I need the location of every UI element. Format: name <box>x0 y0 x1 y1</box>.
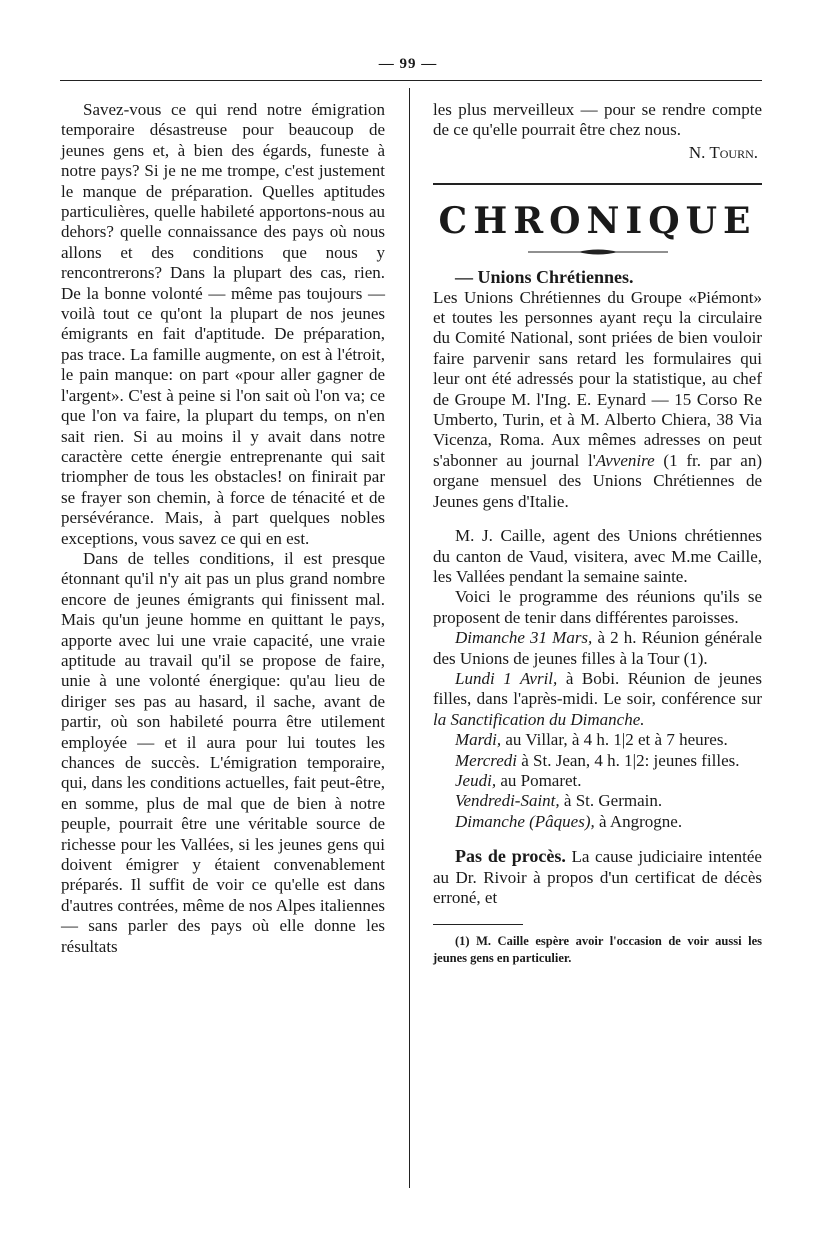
schedule-item: Lundi 1 Avril, à Bobi. Réunion de jeunes filles, dans l'après-midi. Le soir, conférence sur la Sanctification du Dimanche. <box>433 668 762 729</box>
column-divider <box>409 88 410 1188</box>
footnote-rule <box>433 924 523 925</box>
section-heading: Pas de procès. <box>455 846 566 867</box>
schedule-item: Mardi, au Villar, à 4 h. 1|2 et à 7 heures. <box>455 730 728 750</box>
schedule-item: Dimanche 31 Mars, à 2 h. Réunion générale des Unions de jeunes filles à la Tour (1). <box>433 628 763 668</box>
paragraph: Dans de telles conditions, il est presque étonnant qu'il n'y ait pas un plus grand nombre encore de jeunes émigrants qui finissent mal. Mais qu'un jeune homme en quittant le pays, apporte avec lui une vraie capacité, une vraie aptitude au travail qu'il se propose de faire, unie à une volonté énergique: qu'au lieu de diriger ses pas au hasard, il sache, avant de partir, où son habileté pourra être utilement employée — et il aura pour lui toutes les chances de succès. L'émigration temporaire, qui, dans les conditions actuelles, fait peut-être, en somme, plus de mal que de bien à notre peuple, pourrait être une véritable source de richesse pour les Vallées, si les jeunes gens qui doivent émigrer y étaient convenablement préparés. Il suffit de voir ce qu'elle est dans d'autres contrées, même de nos Alpes italiennes — sans parler des pays où elle donne les résultats <box>61 548 385 956</box>
left-column <box>61 100 385 957</box>
paragraph: Voici le programme des réunions qu'ils se proposent de tenir dans différentes paroisses. <box>433 587 762 627</box>
section-rule <box>433 183 762 185</box>
schedule-item: Mercredi à St. Jean, 4 h. 1|2: jeunes filles. <box>455 750 740 770</box>
page-number: — 99 — <box>378 56 438 72</box>
journal-title: Avvenire <box>595 450 655 470</box>
schedule-item: Vendredi-Saint, à St. Germain. <box>455 791 663 811</box>
ornament-divider <box>523 247 673 257</box>
right-column <box>433 100 762 967</box>
signature: N. Tourn. <box>688 142 758 162</box>
paragraph: Les Unions Chrétiennes du Groupe «Piémont» et toutes les personnes ayant reçu la circulaire du Comité National, sont priées de bien vouloir faire parvenir sans retard les formulaires qui leur ont été adressés pour la statistique, au chef de Groupe M. l'Ing. E. Eynard — 15 Corso Re Umberto, Turin, et à M. Alberto Chiera, 38 Via Vicenza, Roma. Aux mêmes adresses on peut s'abonner au journal l'Avvenire (1 fr. par an) organe mensuel des Unions Chrétiennes de Jeunes gens d'Italie. <box>433 287 762 511</box>
schedule-item: Jeudi, au Pomaret. <box>455 770 582 790</box>
footnote: (1) M. Caille espère avoir l'occasion de voir aussi les jeunes gens en particulier. <box>433 934 762 966</box>
paragraph: Savez-vous ce qui rend notre émigration temporaire désastreuse pour beaucoup de jeunes gens et, à bien des égards, funeste à notre pays? Si je ne me trompe, c'est justement le manque de préparation. Quelles aptitudes particulières, quelle habileté apportons-nous au dehors? quelle connaissance des pays où nous allons et des conditions que nous y rencontrerons? Dans la plupart des cas, rien. De la bonne volonté — même pas toujours — voilà tout ce qu'ont la plupart de nos jeunes émigrants en fait d'aptitude. De préparation, pas trace. La famille augmente, on est à l'étroit, le pain manque: on part «pour aller gagner de l'argent». C'est à peine si l'on sait où l'on va; ce que l'on va faire, la plupart du temps, on n'en sait rien. Si au moins il y avait dans notre caractère cette énergie entreprenante qui sait triompher de tous les obstacles! on finirait par se frayer son chemin, à force de ténacité et de persévérance. Mais, à part quelques nobles exceptions, vous savez ce qui en est. <box>61 100 385 548</box>
header-rule <box>60 80 762 81</box>
chronique-title: CHRONIQUE <box>438 200 757 243</box>
schedule-item: Dimanche (Pâques), à Angrogne. <box>455 811 683 831</box>
section-heading: — Unions Chrétiennes. <box>455 267 634 288</box>
paragraph: Pas de procès. La cause judiciaire intentée au Dr. Rivoir à propos d'un certificat de décès erroné, et <box>433 846 762 907</box>
paragraph: les plus merveilleux — pour se rendre compte de ce qu'elle pourrait être chez nous. <box>433 100 762 140</box>
paragraph: M. J. Caille, agent des Unions chrétiennes du canton de Vaud, visitera, avec M.me Caille, les Vallées pendant la semaine sainte. <box>433 526 762 586</box>
